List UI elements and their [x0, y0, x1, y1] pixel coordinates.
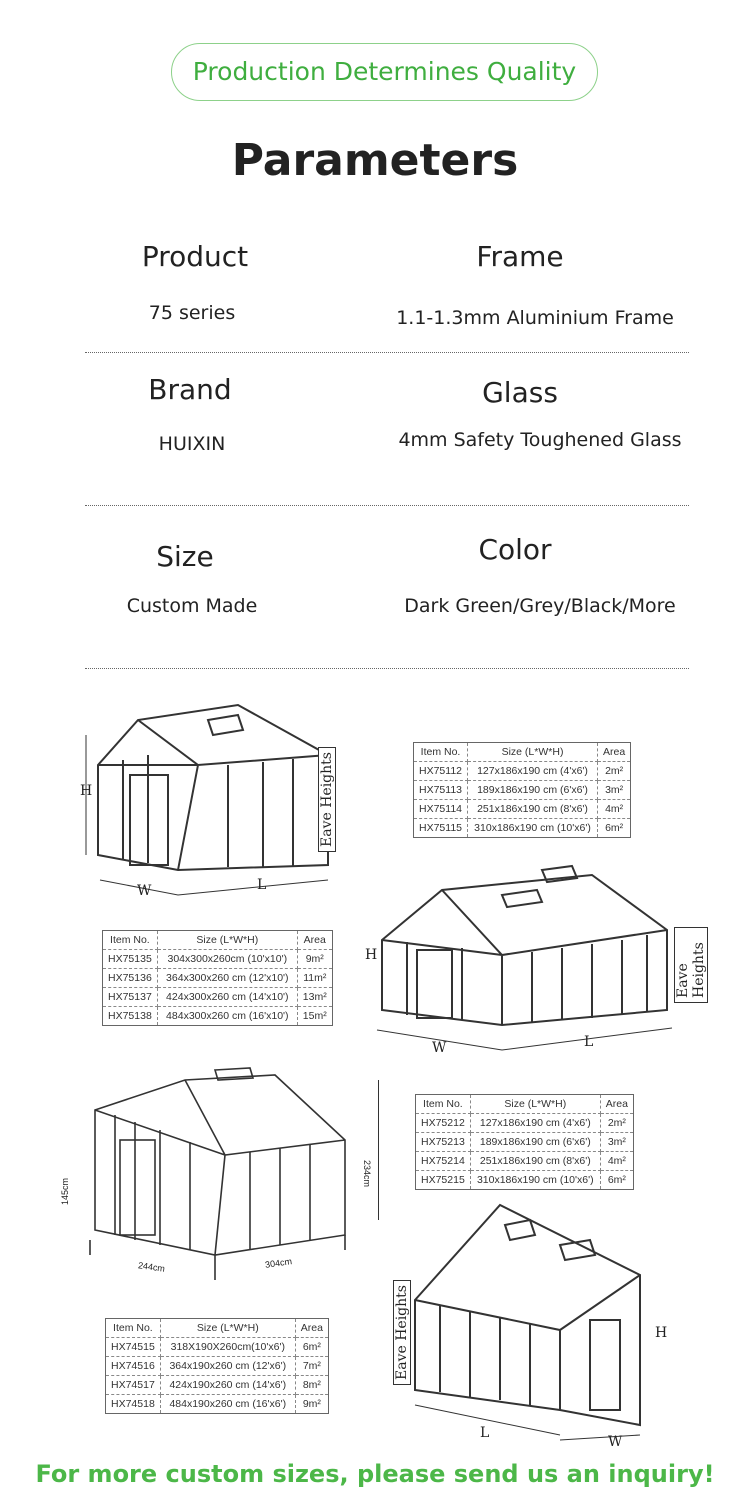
table-cell: 9m²	[295, 1395, 328, 1414]
dim-145: 145cm	[60, 1177, 70, 1205]
table-cell: HX74517	[106, 1376, 161, 1395]
slogan-badge: Production Determines Quality	[171, 43, 598, 101]
divider	[85, 352, 689, 353]
divider	[85, 505, 689, 506]
param-value-brand: HUIXIN	[158, 433, 226, 455]
dim-l: L	[480, 1425, 490, 1441]
table-cell: 127x186x190 cm (4'x6')	[468, 762, 598, 781]
table-cell: Area	[600, 1095, 633, 1114]
param-label-product: Product	[141, 240, 249, 273]
greenhouse-drawing-3	[75, 1060, 370, 1280]
table-cell: HX75113	[414, 781, 468, 800]
header-area: Area	[598, 743, 631, 762]
dim-eave: Eave Heights	[674, 927, 708, 1003]
table-cell: 127x186x190 cm (4'x6')	[470, 1114, 600, 1133]
table-cell: 318X190X260cm(10'x6')	[160, 1338, 295, 1357]
table-cell: 4m²	[598, 800, 631, 819]
table-cell: 6m²	[598, 819, 631, 838]
dim-h: H	[655, 1325, 668, 1341]
dim-w: W	[608, 1434, 623, 1450]
param-label-frame: Frame	[476, 240, 564, 273]
table-row	[106, 1376, 329, 1395]
table-row	[103, 1007, 333, 1026]
greenhouse-drawing-4	[380, 1200, 680, 1460]
param-value-glass: 4mm Safety Toughened Glass	[398, 429, 682, 451]
table-cell: HX75114	[414, 800, 468, 819]
table-row	[416, 1133, 634, 1152]
table-cell: 7m²	[295, 1357, 328, 1376]
table-cell: 2m²	[598, 762, 631, 781]
table-row	[106, 1395, 329, 1414]
dim-eave: Eave Heights	[318, 747, 336, 852]
table-cell: HX75112	[414, 762, 468, 781]
table-row	[414, 762, 631, 781]
table-cell: 3m²	[598, 781, 631, 800]
table-cell: HX75213	[416, 1133, 471, 1152]
table-cell: 424x190x260 cm (14'x6')	[160, 1376, 295, 1395]
table-cell: Area	[297, 931, 332, 950]
param-value-product: 75 series	[148, 302, 236, 324]
table-cell: 484x300x260 cm (16'x10')	[157, 1007, 297, 1026]
size-table-75-3	[415, 1094, 634, 1190]
table-cell: HX74515	[106, 1338, 161, 1357]
table-cell: 189x186x190 cm (6'x6')	[468, 781, 598, 800]
dim-eave: Eave Heights	[393, 1280, 411, 1385]
param-label-brand: Brand	[148, 373, 232, 406]
table-cell: Item No.	[416, 1095, 471, 1114]
table-cell: 8m²	[295, 1376, 328, 1395]
param-label-glass: Glass	[482, 376, 558, 409]
dim-h: H	[365, 947, 378, 963]
dim-244: 244cm	[137, 1260, 166, 1274]
table-cell: HX75135	[103, 950, 158, 969]
table-cell: 251x186x190 cm (8'x6')	[470, 1152, 600, 1171]
size-table-74	[105, 1318, 329, 1414]
dim-h: H	[80, 783, 93, 799]
table-row	[103, 988, 333, 1007]
table-cell: 310x186x190 cm (10'x6')	[468, 819, 598, 838]
table-row	[103, 969, 333, 988]
table-row	[414, 781, 631, 800]
table-cell: HX74516	[106, 1357, 161, 1376]
table-cell: 4m²	[600, 1152, 633, 1171]
size-table-75-2	[102, 930, 333, 1026]
dim-w: W	[137, 883, 152, 899]
table-cell: HX74518	[106, 1395, 161, 1414]
table-row	[416, 1171, 634, 1190]
table-cell: 189x186x190 cm (6'x6')	[470, 1133, 600, 1152]
table-cell: 3m²	[600, 1133, 633, 1152]
table-cell: 364x300x260 cm (12'x10')	[157, 969, 297, 988]
footer-inquiry-text: For more custom sizes, please send us an inquiry!	[35, 1460, 715, 1488]
dim-line	[378, 1080, 379, 1220]
table-cell: HX75215	[416, 1171, 471, 1190]
dim-w: W	[432, 1040, 447, 1056]
table-cell: 9m²	[297, 950, 332, 969]
table-row	[416, 1114, 634, 1133]
table-cell: Item No.	[103, 931, 158, 950]
param-label-color: Color	[478, 533, 552, 566]
table-cell: Size (L*W*H)	[160, 1319, 295, 1338]
greenhouse-drawing-1	[78, 695, 358, 905]
table-cell: 364x190x260 cm (12'x6')	[160, 1357, 295, 1376]
table-row	[106, 1338, 329, 1357]
page-title: Parameters	[231, 135, 519, 186]
header-size: Size (L*W*H)	[468, 743, 598, 762]
greenhouse-drawing-2	[362, 860, 697, 1060]
table-cell: 2m²	[600, 1114, 633, 1133]
table-cell: 6m²	[295, 1338, 328, 1357]
table-cell: Item No.	[106, 1319, 161, 1338]
table-cell: HX75115	[414, 819, 468, 838]
divider	[85, 668, 689, 669]
table-cell: 424x300x260 cm (14'x10')	[157, 988, 297, 1007]
dim-234: 234cm	[362, 1160, 372, 1188]
table-row	[103, 950, 333, 969]
param-value-color: Dark Green/Grey/Black/More	[404, 595, 676, 617]
table-cell: HX75136	[103, 969, 158, 988]
table-row	[106, 1357, 329, 1376]
table-row	[416, 1152, 634, 1171]
table-cell: 15m²	[297, 1007, 332, 1026]
param-label-size: Size	[156, 540, 214, 573]
size-table-75-1	[413, 742, 631, 838]
param-value-frame: 1.1-1.3mm Aluminium Frame	[396, 307, 674, 329]
table-cell: 251x186x190 cm (8'x6')	[468, 800, 598, 819]
table-row	[414, 800, 631, 819]
table-cell: HX75214	[416, 1152, 471, 1171]
param-value-size: Custom Made	[126, 595, 258, 617]
table-cell: 11m²	[297, 969, 332, 988]
table-cell: 310x186x190 cm (10'x6')	[470, 1171, 600, 1190]
table-cell: Area	[295, 1319, 328, 1338]
dim-304: 304cm	[264, 1256, 293, 1270]
table-cell: 13m²	[297, 988, 332, 1007]
table-cell: Size (L*W*H)	[157, 931, 297, 950]
header-item: Item No.	[414, 743, 468, 762]
table-cell: HX75137	[103, 988, 158, 1007]
table-cell: HX75138	[103, 1007, 158, 1026]
table-cell: Size (L*W*H)	[470, 1095, 600, 1114]
table-cell: 304x300x260cm (10'x10')	[157, 950, 297, 969]
table-cell: 484x190x260 cm (16'x6')	[160, 1395, 295, 1414]
table-cell: HX75212	[416, 1114, 471, 1133]
table-row	[414, 819, 631, 838]
dim-l: L	[584, 1034, 594, 1050]
dim-l: L	[257, 877, 267, 893]
table-cell: 6m²	[600, 1171, 633, 1190]
